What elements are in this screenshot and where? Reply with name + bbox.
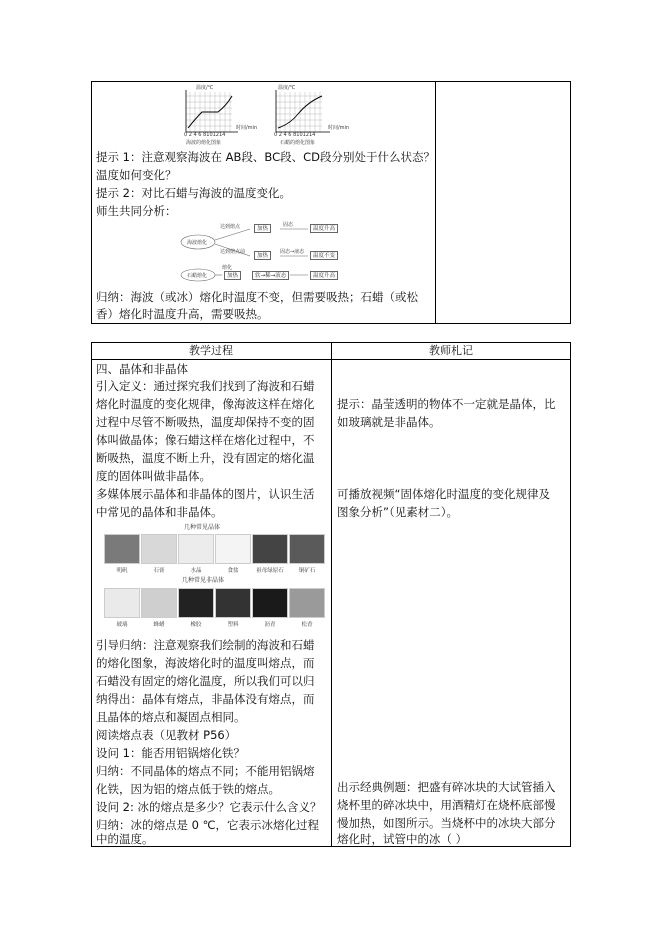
graph2-xticks: 0 2 4 6 8101214 — [274, 132, 316, 138]
table-col-divider — [331, 342, 332, 847]
left-line: 过程中尽管不断吸热，温度却保持不变的固 — [96, 415, 315, 429]
section-title: 四、晶体和非晶体 — [96, 362, 188, 376]
graph1-caption: 海波的熔化图象 — [186, 140, 222, 146]
summary-line1: 归纳：海波（或冰）熔化时温度不变，但需要吸热；石蜡（或松 — [96, 290, 418, 304]
hint2-line: 提示 2：对比石蜡与海波的温度变化。 — [96, 186, 291, 200]
crystal-image-copper — [289, 534, 325, 564]
flow-melt: 熔化 — [222, 265, 233, 271]
crystal-caption: 石膏 — [153, 568, 165, 574]
flow-temp1: 温度升高 — [310, 224, 338, 233]
left-line: 中常见的晶体和非晶体。 — [96, 505, 223, 519]
note-line: 慢加热，如图所示。当烧杯中的冰块大部分 — [337, 816, 556, 830]
left-line: 引导归纳：注意观察我们绘制的海波和石蜡 — [96, 638, 315, 652]
graph2-ylabel: 温度/℃ — [278, 85, 296, 91]
crystal-caption: 食盐 — [227, 568, 239, 574]
amorphous-caption: 玻璃 — [116, 622, 128, 628]
analysis-heading: 师生共同分析： — [96, 204, 177, 218]
amorphous-image-plastic — [215, 588, 251, 618]
note-line: 烧杯里的碎冰块中，用酒精灯在烧杯底部慢 — [337, 798, 556, 812]
left-line: 纳得出：晶体有熔点，非晶体没有熔点，而 — [96, 692, 315, 706]
note-line: 提示：晶莹透明的物体不一定就是晶体，比 — [337, 397, 556, 411]
left-line: 体叫做晶体；像石蜡这样在熔化过程中，不 — [96, 433, 315, 447]
graph1-ylabel: 温度/℃ — [196, 85, 214, 91]
graph2-xlabel: 时间/min — [328, 125, 350, 131]
left-line: 设问 1：能否用铝锅熔化铁？ — [96, 746, 245, 760]
flow-haibo: 海波熔化 — [187, 240, 208, 246]
flow-before-label: 达到熔点 — [220, 224, 241, 230]
left-line: 归纳：冰的熔点是 0 ℃，它表示冰熔化过程 — [96, 818, 320, 832]
note-line: 可播放视频“固体熔化时温度的变化规律及 — [337, 487, 550, 501]
graph1-xlabel: 时间/min — [236, 125, 258, 131]
crystal-image-quartz — [178, 534, 214, 564]
flow-state2: 固态→液态 — [280, 249, 305, 255]
shila-graph — [268, 84, 350, 146]
flow-during-label: 达到熔点前 — [220, 249, 246, 255]
amorphous-caption: 松香 — [301, 622, 313, 628]
amorphous-caption: 沥青 — [264, 622, 276, 628]
flow-state1: 固态 — [283, 222, 294, 228]
amorphous-image-glass — [104, 588, 140, 618]
amorphous-caption: 蜂蜡 — [153, 622, 165, 628]
left-line: 熔化时温度的变化规律，像海波这样在熔化 — [96, 397, 315, 411]
hint1-line2: 温度如何变化？ — [96, 168, 177, 182]
amorphous-image-beeswax — [141, 588, 177, 618]
crystals-panel — [96, 520, 326, 632]
header-teacher-notes: 教师札记 — [429, 344, 473, 357]
left-line: 设问 2: 冰的熔点是多少？它表示什么含义？ — [96, 800, 322, 814]
left-line: 石蜡没有固定的熔化温度，所以我们可以归 — [96, 674, 315, 688]
flow-soft: 软→稀→液态 — [252, 271, 289, 280]
crystal-image-gypsum — [141, 534, 177, 564]
amorphous-title: 几种常见非晶体 — [182, 577, 225, 584]
flow-heat3: 加热 — [224, 271, 241, 280]
crystal-image-emerald — [252, 534, 288, 564]
amorphous-caption: 橡胶 — [190, 622, 202, 628]
left-line: 引入定义：通过探究我们找到了海波和石蜡 — [96, 379, 315, 393]
hint1-line: 提示 1：注意观察海波在 AB段、BC段、CD段分别处于什么状态？ — [96, 150, 435, 164]
left-line: 断吸热，温度不断上升，没有固定的熔化温 — [96, 451, 315, 465]
note-line: 如玻璃就是非晶体。 — [337, 415, 441, 429]
note-line: 图象分析”（见素材二）。 — [337, 505, 458, 519]
flow-temp2: 温度不变 — [310, 251, 338, 260]
amorphous-image-asphalt — [252, 588, 288, 618]
graph2-caption: 石蜡的熔化图象 — [280, 140, 316, 146]
left-line: 化铁，因为铝的熔点低于铁的熔点。 — [96, 782, 280, 796]
crystal-caption: 铜矿石 — [298, 568, 316, 574]
left-line: 且晶体的熔点和凝固点相同。 — [96, 710, 246, 724]
top-table-divider — [435, 81, 436, 324]
left-line: 多媒体展示晶体和非晶体的图片，认识生活 — [96, 487, 315, 501]
left-line: 的熔化图象，海波熔化时的温度叫熔点，而 — [96, 656, 315, 670]
crystal-image-alum — [104, 534, 140, 564]
amorphous-caption: 塑料 — [227, 622, 239, 628]
summary-line2: 香）熔化时温度升高，需要吸热。 — [96, 307, 269, 321]
left-line: 阅读熔点表（见教材 P56） — [96, 728, 237, 742]
crystal-image-salt — [215, 534, 251, 564]
header-teaching-process: 教学过程 — [189, 344, 233, 357]
flow-heat2: 加热 — [254, 251, 271, 260]
graph1-xticks: 0 2 4 6 8101214 — [184, 132, 226, 138]
crystal-caption: 水晶 — [190, 568, 202, 574]
note-line: 出示经典例题：把盛有碎冰块的大试管插入 — [337, 780, 556, 794]
crystal-caption: 祖母绿原石 — [256, 568, 284, 574]
flow-temp3: 温度升高 — [310, 271, 338, 280]
flow-heat1: 加热 — [254, 224, 271, 233]
left-line: 中的温度。 — [96, 832, 154, 846]
amorphous-image-rosin — [289, 588, 325, 618]
flow-shila: 石蜡熔化 — [187, 273, 208, 279]
left-line: 归纳：不同晶体的熔点不同；不能用铝锅熔 — [96, 764, 315, 778]
left-line: 度的固体叫做非晶体。 — [96, 469, 211, 483]
crystal-caption: 明矾 — [116, 568, 128, 574]
haibo-graph — [178, 84, 258, 146]
note-line: 熔化时，试管中的冰（ ） — [337, 832, 468, 846]
crystals-title: 几种常见晶体 — [184, 524, 221, 531]
melting-flow-diagram — [180, 220, 350, 286]
amorphous-image-rubber — [178, 588, 214, 618]
